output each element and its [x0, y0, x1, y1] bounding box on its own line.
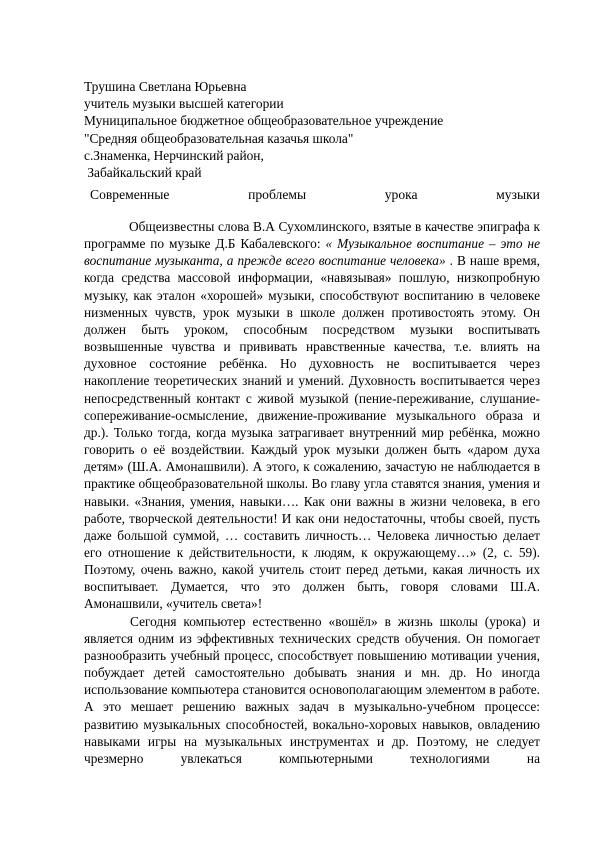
title-word: музыки [496, 187, 540, 202]
institution-line-1: Муниципальное бюджетное общеобразовательное учреждение [84, 113, 444, 129]
article-title [90, 186, 540, 203]
paragraph-1-rest: . В наше время, когда средства массовой информации, «навязывая» пошлую, низкопробную музыку, как эталон «хорошей» музыки, способствуют воспитанию в человеке низменных чувств, урок музыки в школе должен противостоять этому. Он должен быть уроком, способным посредством музыки воспитывать возвышенные чувства и прививать нравственные качества, т.е. влиять на духовное состояние ребёнка. Но духовность не воспитывается через накопление теоретических знаний и умений. Духовность воспитывается через непосредственный контакт с живой музыкой (пение-переживание, слушание-сопереживание-осмысление, движение-проживание музыкального образа и др.). Только тогда, когда музыка затрагивает внутренний мир ребёнка, можно говорить о её воздействии. Каждый урок музыки должен быть «даром духа детям» (Ш.А. Амонашвили). А этого, к сожалению, зачастую не наблюдается в практике общеобразовательной школы. Во главу угла ставятся знания, умения и навыки. «Знания, умения, навыки…. Как они важны в жизни человека, в его работе, творческой деятельности! И как они недостаточны, чтобы своей, пусть даже большой суммой, … составить личность… Человека личностью делает его отношение к действительности, к людям, к окружающему…» (2, с. 59). Поэтому, очень важно, какой учитель стоит перед детьми, какая личность их воспитывает. Думается, что это должен быть, говоря словами Ш.А. Амонашвили, «учитель света»! [84, 253, 540, 612]
paragraph-2: Сегодня компьютер естественно «вошёл» в жизнь школы (урока) и является одним из эффективных технических средств обучения. Он помогает разнообразить учебный процесс, способствует повышению мотивации учения, побуждает детей самостоятельно добывать знания и мн. др. Но иногда использование компьютера становится основополагающим элементом в работе. А это мешает решению важных задач в музыкально-учебном процессе: развитию музыкальных способностей, вокально-хоровых навыков, овладению навыками игры на музыкальных инструментах и др. Поэтому, не следует чрезмерно увлекаться компьютерными технологиями на [84, 613, 540, 766]
region-line: Забайкальский край [84, 165, 202, 181]
title-word: проблемы [248, 187, 307, 202]
epigraph-quote: « Музыкальное воспитание – это не воспитание музыканта, а прежде всего воспитание человека» [84, 236, 540, 269]
title-word: Современные [90, 187, 170, 202]
locality-line: с.Знаменка, Нерчинский район, [84, 147, 264, 163]
paragraph-1-intro: Общеизвестны слова В.А Сухомлинского, взятые в качестве эпиграфа к программе по музыке Д.Б Кабалевского: [84, 219, 540, 252]
author-name: Трушина Светлана Юрьевна [84, 79, 247, 94]
institution-line-2: "Средняя общеобразовательная казачья школа" [84, 130, 354, 146]
author-position: учитель музыки высшей категории [84, 96, 284, 112]
author-header [84, 78, 524, 181]
paragraph-1 [84, 218, 540, 613]
article-body [84, 218, 540, 767]
title-word: урока [384, 187, 418, 202]
